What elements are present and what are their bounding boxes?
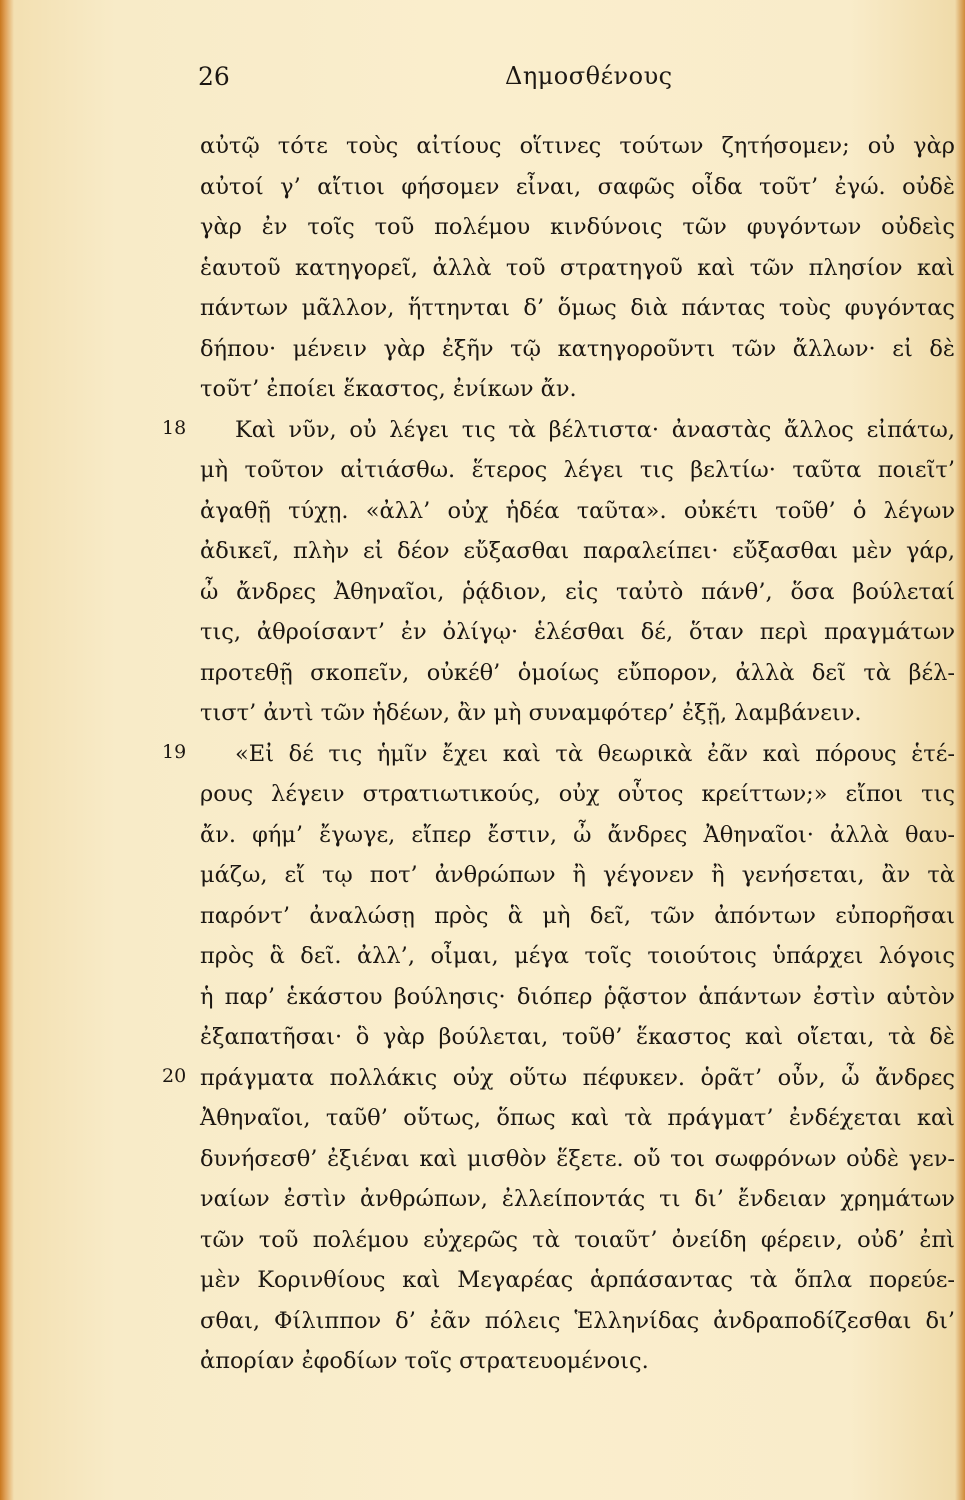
line-text: δήπου· μένειν γὰρ ἐξῆν τῷ κατηγοροῦντι τῶν ἄλλων· εἰ δὲ [200,335,955,362]
line-text: ἀδικεῖ, πλὴν εἰ δέον εὔξασθαι παραλείπει· εὔξασθαι μὲν γάρ, [200,538,955,564]
line-text: γὰρ ἐν τοῖς τοῦ πολέμου κινδύνοις τῶν φυγόντων οὐδεὶς [200,214,955,240]
line-text: μάζω, εἴ τῳ ποτ’ ἀνθρώπων ἢ γέγονεν ἢ γενήσεται, ἂν τὰ [200,862,955,888]
text-line [0,1058,965,1099]
line-text: τις, ἀθροίσαντ’ ἐν ὀλίγῳ· ἑλέσθαι δέ, ὅταν περὶ πραγμάτων [200,619,955,645]
line-text: τῶν τοῦ πολέμου εὐχερῶς τὰ τοιαῦτ’ ὀνείδη φέρειν, οὐδ’ ἐπὶ [200,1226,955,1253]
line-text: προτεθῇ σκοπεῖν, οὐκέθ’ ὁμοίως εὔπορον, ἀλλὰ δεῖ τὰ βέλ- [200,659,955,686]
text-line [0,612,965,653]
text-line [0,855,965,896]
page-number: 26 [198,62,230,91]
line-text: μὴ τοῦτον αἰτιάσθω. ἕτερος λέγει τις βελτίω· ταῦτα ποιεῖτ’ [200,457,955,483]
line-text: ἐξαπατῆσαι· ὃ γὰρ βούλεται, τοῦθ’ ἕκαστος καὶ οἴεται, τὰ δὲ [200,1024,955,1050]
line-text: Ἀθηναῖοι, ταῦθ’ οὕτως, ὅπως καὶ τὰ πράγματ’ ἐνδέχεται καὶ [200,1105,955,1131]
text-line [0,1098,965,1139]
page-header [0,62,965,102]
text-line [0,248,965,289]
text-line [0,126,965,167]
text-line [0,288,965,329]
text-line [0,207,965,248]
text-line [0,491,965,532]
line-text: πρὸς ἃ δεῖ. ἀλλ’, οἶμαι, μέγα τοῖς τοιούτοις ὑπάρχει λόγοις [200,943,955,969]
text-line [0,774,965,815]
text-line [0,572,965,613]
text-line [0,936,965,977]
text-line [0,531,965,572]
text-line [0,815,965,856]
text-line [0,369,965,410]
text-line [0,896,965,937]
text-line [0,653,965,694]
running-title: Δημοσθένους [505,62,673,90]
text-line [0,410,965,451]
line-text: πράγματα πολλάκις οὐχ οὕτω πέφυκεν. ὁρᾶτ’ οὖν, ὦ ἄνδρες [200,1064,955,1091]
text-line [0,1260,965,1301]
line-text: πάντων μᾶλλον, ἥττηνται δ’ ὅμως διὰ πάντας τοὺς φυγόντας [200,295,955,321]
line-text: αὐτοί γ’ αἴτιοι φήσομεν εἶναι, σαφῶς οἶδα τοῦτ’ ἐγώ. οὐδὲ [200,173,955,200]
text-line [0,734,965,775]
body-text [0,126,965,1382]
line-text: τιστ’ ἀντὶ τῶν ἡδέων, ἂν μὴ συναμφότερ’ ἐξῇ, λαμβάνειν. [200,700,862,726]
text-line [0,1341,965,1382]
line-text: ἀπορίαν ἐφοδίων τοῖς στρατευομένοις. [200,1348,649,1374]
line-text: «Εἰ δέ τις ἡμῖν ἔχει καὶ τὰ θεωρικὰ ἐᾶν καὶ πόρους ἑτέ- [235,740,955,767]
line-text: μὲν Κορινθίους καὶ Μεγαρέας ἁρπάσαντας τὰ ὅπλα πορεύε- [200,1267,955,1293]
section-number: 19 [162,740,187,763]
section-number: 20 [162,1064,187,1087]
text-line [0,977,965,1018]
text-line [0,693,965,734]
line-text: αὐτῷ τότε τοὺς αἰτίους οἵτινες τούτων ζητήσομεν; οὐ γὰρ [200,133,955,159]
line-text: ὦ ἄνδρες Ἀθηναῖοι, ῥᾴδιον, εἰς ταὐτὸ πάνθ’, ὅσα βούλεταί [200,578,955,605]
line-text: ναίων ἐστὶν ἀνθρώπων, ἐλλείποντάς τι δι’ ἔνδειαν χρημάτων [200,1186,955,1212]
line-text: ἑαυτοῦ κατηγορεῖ, ἀλλὰ τοῦ στρατηγοῦ καὶ τῶν πλησίον καὶ [200,254,955,281]
line-text: ἀγαθῇ τύχῃ. «ἀλλ’ οὐχ ἡδέα ταῦτα». οὐκέτι τοῦθ’ ὁ λέγων [200,497,955,524]
text-line [0,167,965,208]
line-text: ἄν. φήμ’ ἔγωγε, εἴπερ ἔστιν, ὦ ἄνδρες Ἀθηναῖοι· ἀλλὰ θαυ- [200,821,955,848]
text-line [0,450,965,491]
line-text: ἡ παρ’ ἑκάστου βούλησις· διόπερ ῥᾷστον ἁπάντων ἐστὶν αὑτὸν [200,983,955,1010]
text-line [0,1017,965,1058]
line-text: ρους λέγειν στρατιωτικούς, οὐχ οὗτος κρείττων;» εἴποι τις [200,781,955,807]
line-text: σθαι, Φίλιππον δ’ ἐᾶν πόλεις Ἑλληνίδας ἀνδραποδίζεσθαι δι’ [200,1307,955,1334]
section-number: 18 [162,416,187,439]
line-text: δυνήσεσθ’ ἐξιέναι καὶ μισθὸν ἕξετε. οὔ τοι σωφρόνων οὐδὲ γεν- [200,1145,955,1172]
text-line [0,1139,965,1180]
line-text: τοῦτ’ ἐποίει ἕκαστος, ἐνίκων ἄν. [200,376,577,402]
text-line [0,1179,965,1220]
text-line [0,1220,965,1261]
line-text: παρόντ’ ἀναλώσῃ πρὸς ἃ μὴ δεῖ, τῶν ἀπόντων εὐπορῆσαι [200,902,955,929]
text-line [0,329,965,370]
text-line [0,1301,965,1342]
line-text: Καὶ νῦν, οὐ λέγει τις τὰ βέλτιστα· ἀναστὰς ἄλλος εἰπάτω, [235,416,955,443]
